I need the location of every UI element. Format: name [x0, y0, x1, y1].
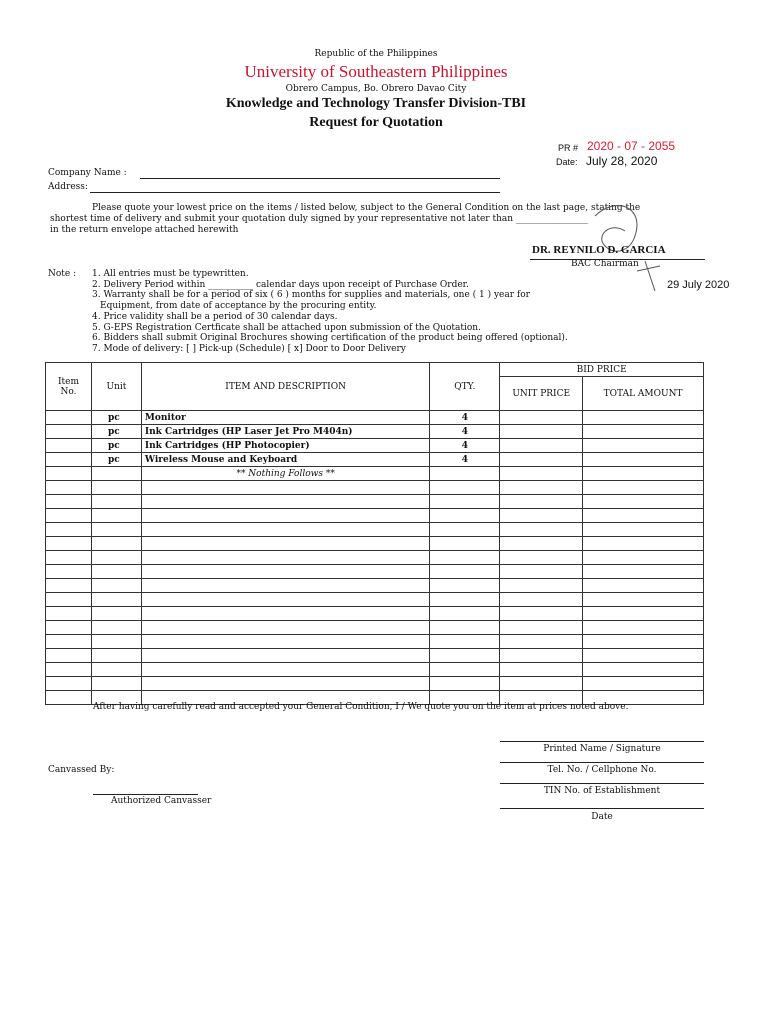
unit-price-cell[interactable]	[500, 425, 583, 439]
table-row	[46, 509, 704, 523]
canvasser-label: Authorized Canvasser	[111, 796, 212, 806]
tel-field[interactable]	[500, 762, 704, 763]
table-row	[46, 411, 704, 425]
table-row	[46, 551, 704, 565]
items-table	[45, 362, 704, 705]
note-item: 6. Bidders shall submit Original Brochures showing certification of the product being offered (optional).	[92, 333, 568, 344]
signatory-name: DR. REYNILO D. GARCIA	[532, 244, 666, 256]
col-total-amount: TOTAL AMOUNT	[583, 377, 704, 411]
table-row	[46, 537, 704, 551]
tel-label: Tel. No. / Cellphone No.	[547, 765, 657, 775]
campus-line: Obrero Campus, Bo. Obrero Davao City	[285, 84, 467, 94]
signature-field[interactable]	[500, 741, 704, 742]
address-field[interactable]	[90, 192, 500, 193]
pr-number: 2020 - 07 - 2055	[587, 139, 676, 153]
signatory-title: BAC Chairman	[571, 259, 639, 269]
table-row	[46, 439, 704, 453]
nothing-follows: ** Nothing Follows **	[141, 467, 429, 481]
table-row	[46, 649, 704, 663]
table-row	[46, 453, 704, 467]
row-qty: 4	[430, 411, 500, 425]
date-field[interactable]	[500, 808, 704, 809]
instruction-line-1: Please quote your lowest price on the items / listed below, subject to the General Condition on the last page, stating the	[92, 203, 641, 213]
tin-label: TIN No. of Establishment	[543, 786, 661, 796]
instruction-line-2: shortest time of delivery and submit your quotation duly signed by your representative not later than ________________	[50, 214, 588, 224]
date-label-footer: Date	[591, 812, 613, 822]
table-row	[46, 677, 704, 691]
acceptance-text: After having carefully read and accepted your General Condition, I / We quote you on the item at prices noted above.	[93, 702, 629, 712]
note-item: 5. G-EPS Registration Certficate shall be attached upon submission of the Quotation.	[92, 322, 481, 333]
table-row	[46, 565, 704, 579]
document-title: Request for Quotation	[309, 115, 443, 130]
col-qty: QTY.	[430, 363, 500, 411]
unit-price-cell[interactable]	[500, 453, 583, 467]
unit-price-cell[interactable]	[500, 439, 583, 453]
table-row	[46, 481, 704, 495]
note-item: Equipment, from date of acceptance by the procuring entity.	[100, 301, 377, 312]
table-row	[46, 495, 704, 509]
note-item: 2. Delivery Period within __________ calendar days upon receipt of Purchase Order.	[92, 279, 469, 290]
address-label: Address:	[48, 182, 88, 192]
note-label: Note :	[48, 269, 77, 279]
instruction-line-3: in the return envelope attached herewith	[50, 225, 239, 235]
republic-line: Republic of the Philippines	[314, 49, 438, 59]
row-qty: 4	[430, 425, 500, 439]
row-qty: 4	[430, 453, 500, 467]
date-value: July 28, 2020	[586, 154, 658, 168]
note-item: 7. Mode of delivery: [ ] Pick-up (Schedule) [ x] Door to Door Delivery	[92, 343, 406, 354]
col-unit-price: UNIT PRICE	[500, 377, 583, 411]
row-description: Ink Cartridges (HP Laser Jet Pro M404n)	[141, 425, 429, 439]
note-item: 3. Warranty shall be for a period of six ( 6 ) months for supplies and materials, one ( 1 ) year for	[92, 290, 530, 301]
col-description: ITEM AND DESCRIPTION	[141, 363, 429, 411]
total-amount-cell[interactable]	[583, 411, 704, 425]
notes-list	[92, 269, 568, 355]
division-title: Knowledge and Technology Transfer Division-TBI	[225, 96, 527, 111]
table-row	[46, 593, 704, 607]
row-unit: pc	[91, 411, 141, 425]
col-unit: Unit	[91, 363, 141, 411]
row-unit: pc	[91, 453, 141, 467]
signed-date: 29 July 2020	[667, 279, 730, 291]
row-qty: 4	[430, 439, 500, 453]
table-row	[46, 635, 704, 649]
note-item: 1. All entries must be typewritten.	[92, 269, 249, 279]
total-amount-cell[interactable]	[583, 439, 704, 453]
company-name-label: Company Name :	[48, 168, 127, 178]
table-row	[46, 621, 704, 635]
table-row	[46, 425, 704, 439]
row-description: Monitor	[141, 411, 429, 425]
company-name-field[interactable]	[140, 178, 500, 179]
table-row	[46, 579, 704, 593]
table-row	[46, 467, 704, 481]
table-row	[46, 607, 704, 621]
row-unit: pc	[91, 425, 141, 439]
row-description: Wireless Mouse and Keyboard	[141, 453, 429, 467]
row-description: Ink Cartridges (HP Photocopier)	[141, 439, 429, 453]
note-item: 4. Price validity shall be a period of 30 calendar days.	[92, 311, 338, 322]
bid-price-header: BID PRICE	[500, 363, 704, 377]
table-row	[46, 523, 704, 537]
tin-field[interactable]	[500, 783, 704, 784]
university-name: University of Southeastern Philippines	[244, 62, 508, 81]
canvasser-signature-field[interactable]	[93, 794, 198, 795]
canvassed-by-label: Canvassed By:	[48, 765, 115, 775]
unit-price-cell[interactable]	[500, 411, 583, 425]
table-row	[46, 663, 704, 677]
printed-name-label: Printed Name / Signature	[543, 744, 661, 754]
date-label: Date:	[556, 157, 578, 167]
row-unit: pc	[91, 439, 141, 453]
pr-label: PR #	[558, 143, 579, 153]
total-amount-cell[interactable]	[583, 453, 704, 467]
total-amount-cell[interactable]	[583, 425, 704, 439]
col-item-no: Item No.	[46, 363, 92, 411]
